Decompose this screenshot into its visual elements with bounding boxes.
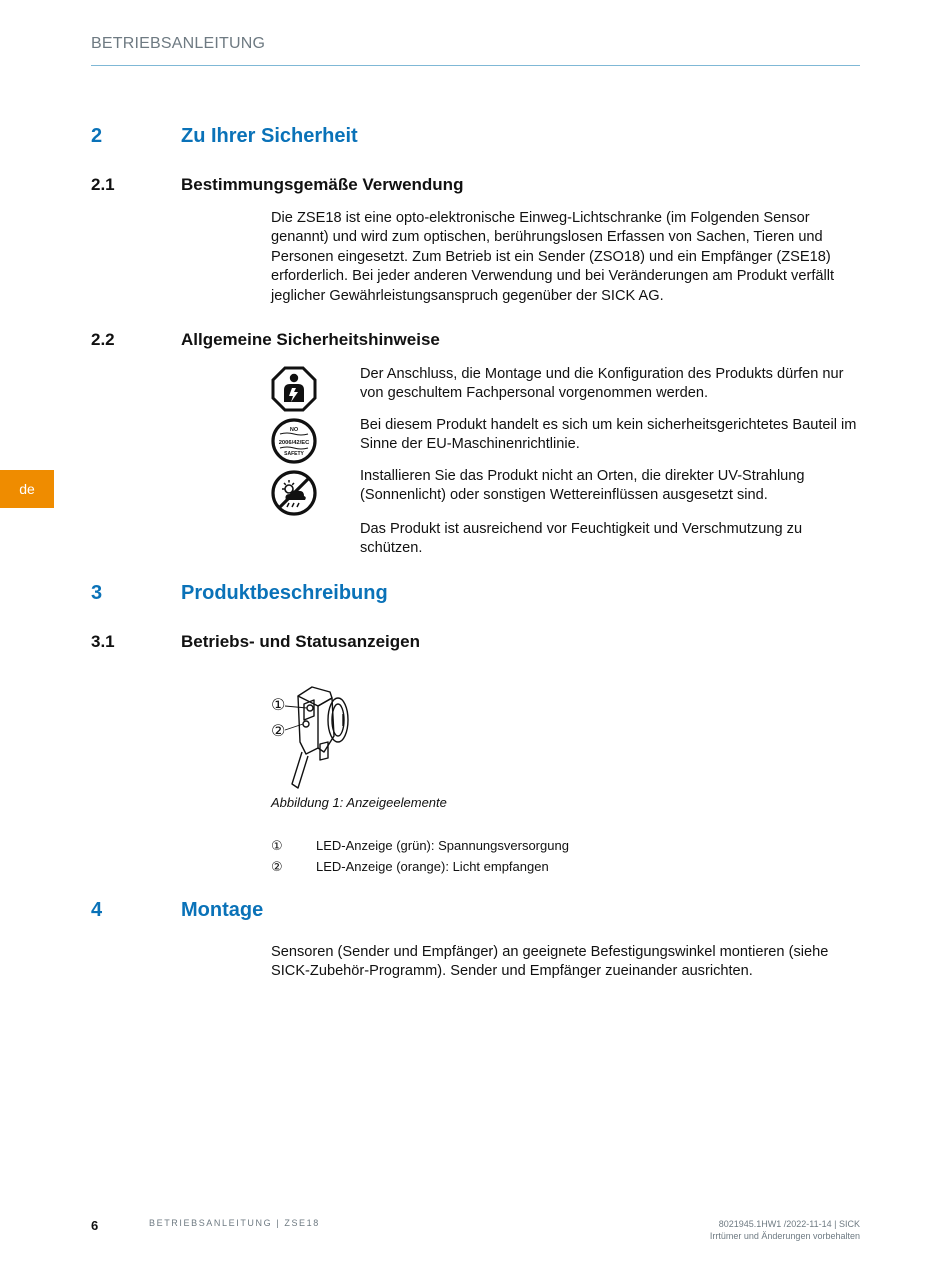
mounting-paragraph: Sensoren (Sender und Empfänger) an geeignete Befestigungswinkel montieren (siehe SICK-Zubehör-Programm). Sender und Empfänger zueinander ausrichten. [271,944,829,980]
legend-number: ① [271,838,283,853]
legend-text: LED-Anzeige (orange): Licht empfangen [316,859,549,874]
qualified-personnel-icon [271,366,317,412]
section-2-1-title: Bestimmungsgemäße Verwendung [181,175,464,194]
footer-doc-reference: 8021945.1HW1 /2022-11-14 | SICK [718,1219,860,1229]
figure-callout-2: ② [271,723,286,740]
section-2-title: Zu Ihrer Sicherheit [181,125,358,147]
section-3-1-title: Betriebs- und Statusanzeigen [181,632,420,651]
legend-number: ② [271,859,283,874]
language-tab: de [0,470,54,508]
legend-item [271,838,671,856]
section-3-title: Produktbeschreibung [181,582,388,604]
no-safety-icon [271,418,317,464]
no-safety-icon-mid: 2006/42/EC [278,440,310,446]
section-2-number: 2 [91,125,103,147]
legend-item [271,859,671,877]
no-weather-exposure-icon [271,470,317,516]
no-safety-icon-bottom: SAFETY [284,451,304,457]
section-2-1-number: 2.1 [91,175,115,194]
section-2-2-title: Allgemeine Sicherheitshinweise [181,330,440,349]
footer-reference [710,1218,860,1242]
footer-disclaimer: Irrtümer und Änderungen vorbehalten [709,1231,860,1241]
safety-note-personnel: Der Anschluss, die Montage und die Konfiguration des Produkts dürfen nur von geschultem Fachpersonal vorgenommen werden. [360,366,844,402]
section-4-number: 4 [91,899,103,921]
safety-note-moisture: Das Produkt ist ausreichend vor Feuchtigkeit und Verschmutzung zu schützen. [360,521,803,557]
section-3-number: 3 [91,582,103,604]
section-2-2-number: 2.2 [91,330,115,349]
safety-note-no-safety-component: Bei diesem Produkt handelt es sich um kein sicherheitsgerichtetes Bauteil im Sinne der EU-Maschinenrichtlinie. [360,417,857,453]
running-header: BETRIEBSANLEITUNG [91,35,266,52]
section-4-title: Montage [181,899,264,921]
figure-caption: Abbildung 1: Anzeigeelemente [271,795,447,810]
no-safety-icon-top: NO [289,427,299,433]
footer-document-title: BETRIEBSANLEITUNG | ZSE18 [149,1218,320,1228]
figure-callout-1: ① [271,697,286,714]
header-divider [91,65,860,66]
page-number: 6 [91,1218,99,1233]
legend-text: LED-Anzeige (grün): Spannungsversorgung [316,838,569,853]
intended-use-paragraph: Die ZSE18 ist eine opto-elektronische Einweg-Lichtschranke (im Folgenden Sensor genannt) und wird zum optischen, berührungslosen Erfassen von Sachen, Tieren und Personen eingesetzt. Zum Betrieb ist ein Sender (ZSO18) und ein Empfänger (ZSE18) erforderlich. Bei jeder anderen Verwendung und bei Veränderungen am Produkt verfällt jeglicher Gewährleistungsanspruch gegenüber der SICK AG. [271,210,835,304]
safety-note-weather: Installieren Sie das Produkt nicht an Orten, die direkter UV-Strahlung (Sonnenlicht) oder sonstigen Wettereinflüssen ausgesetzt sind. [360,468,805,504]
section-3-1-number: 3.1 [91,632,115,651]
